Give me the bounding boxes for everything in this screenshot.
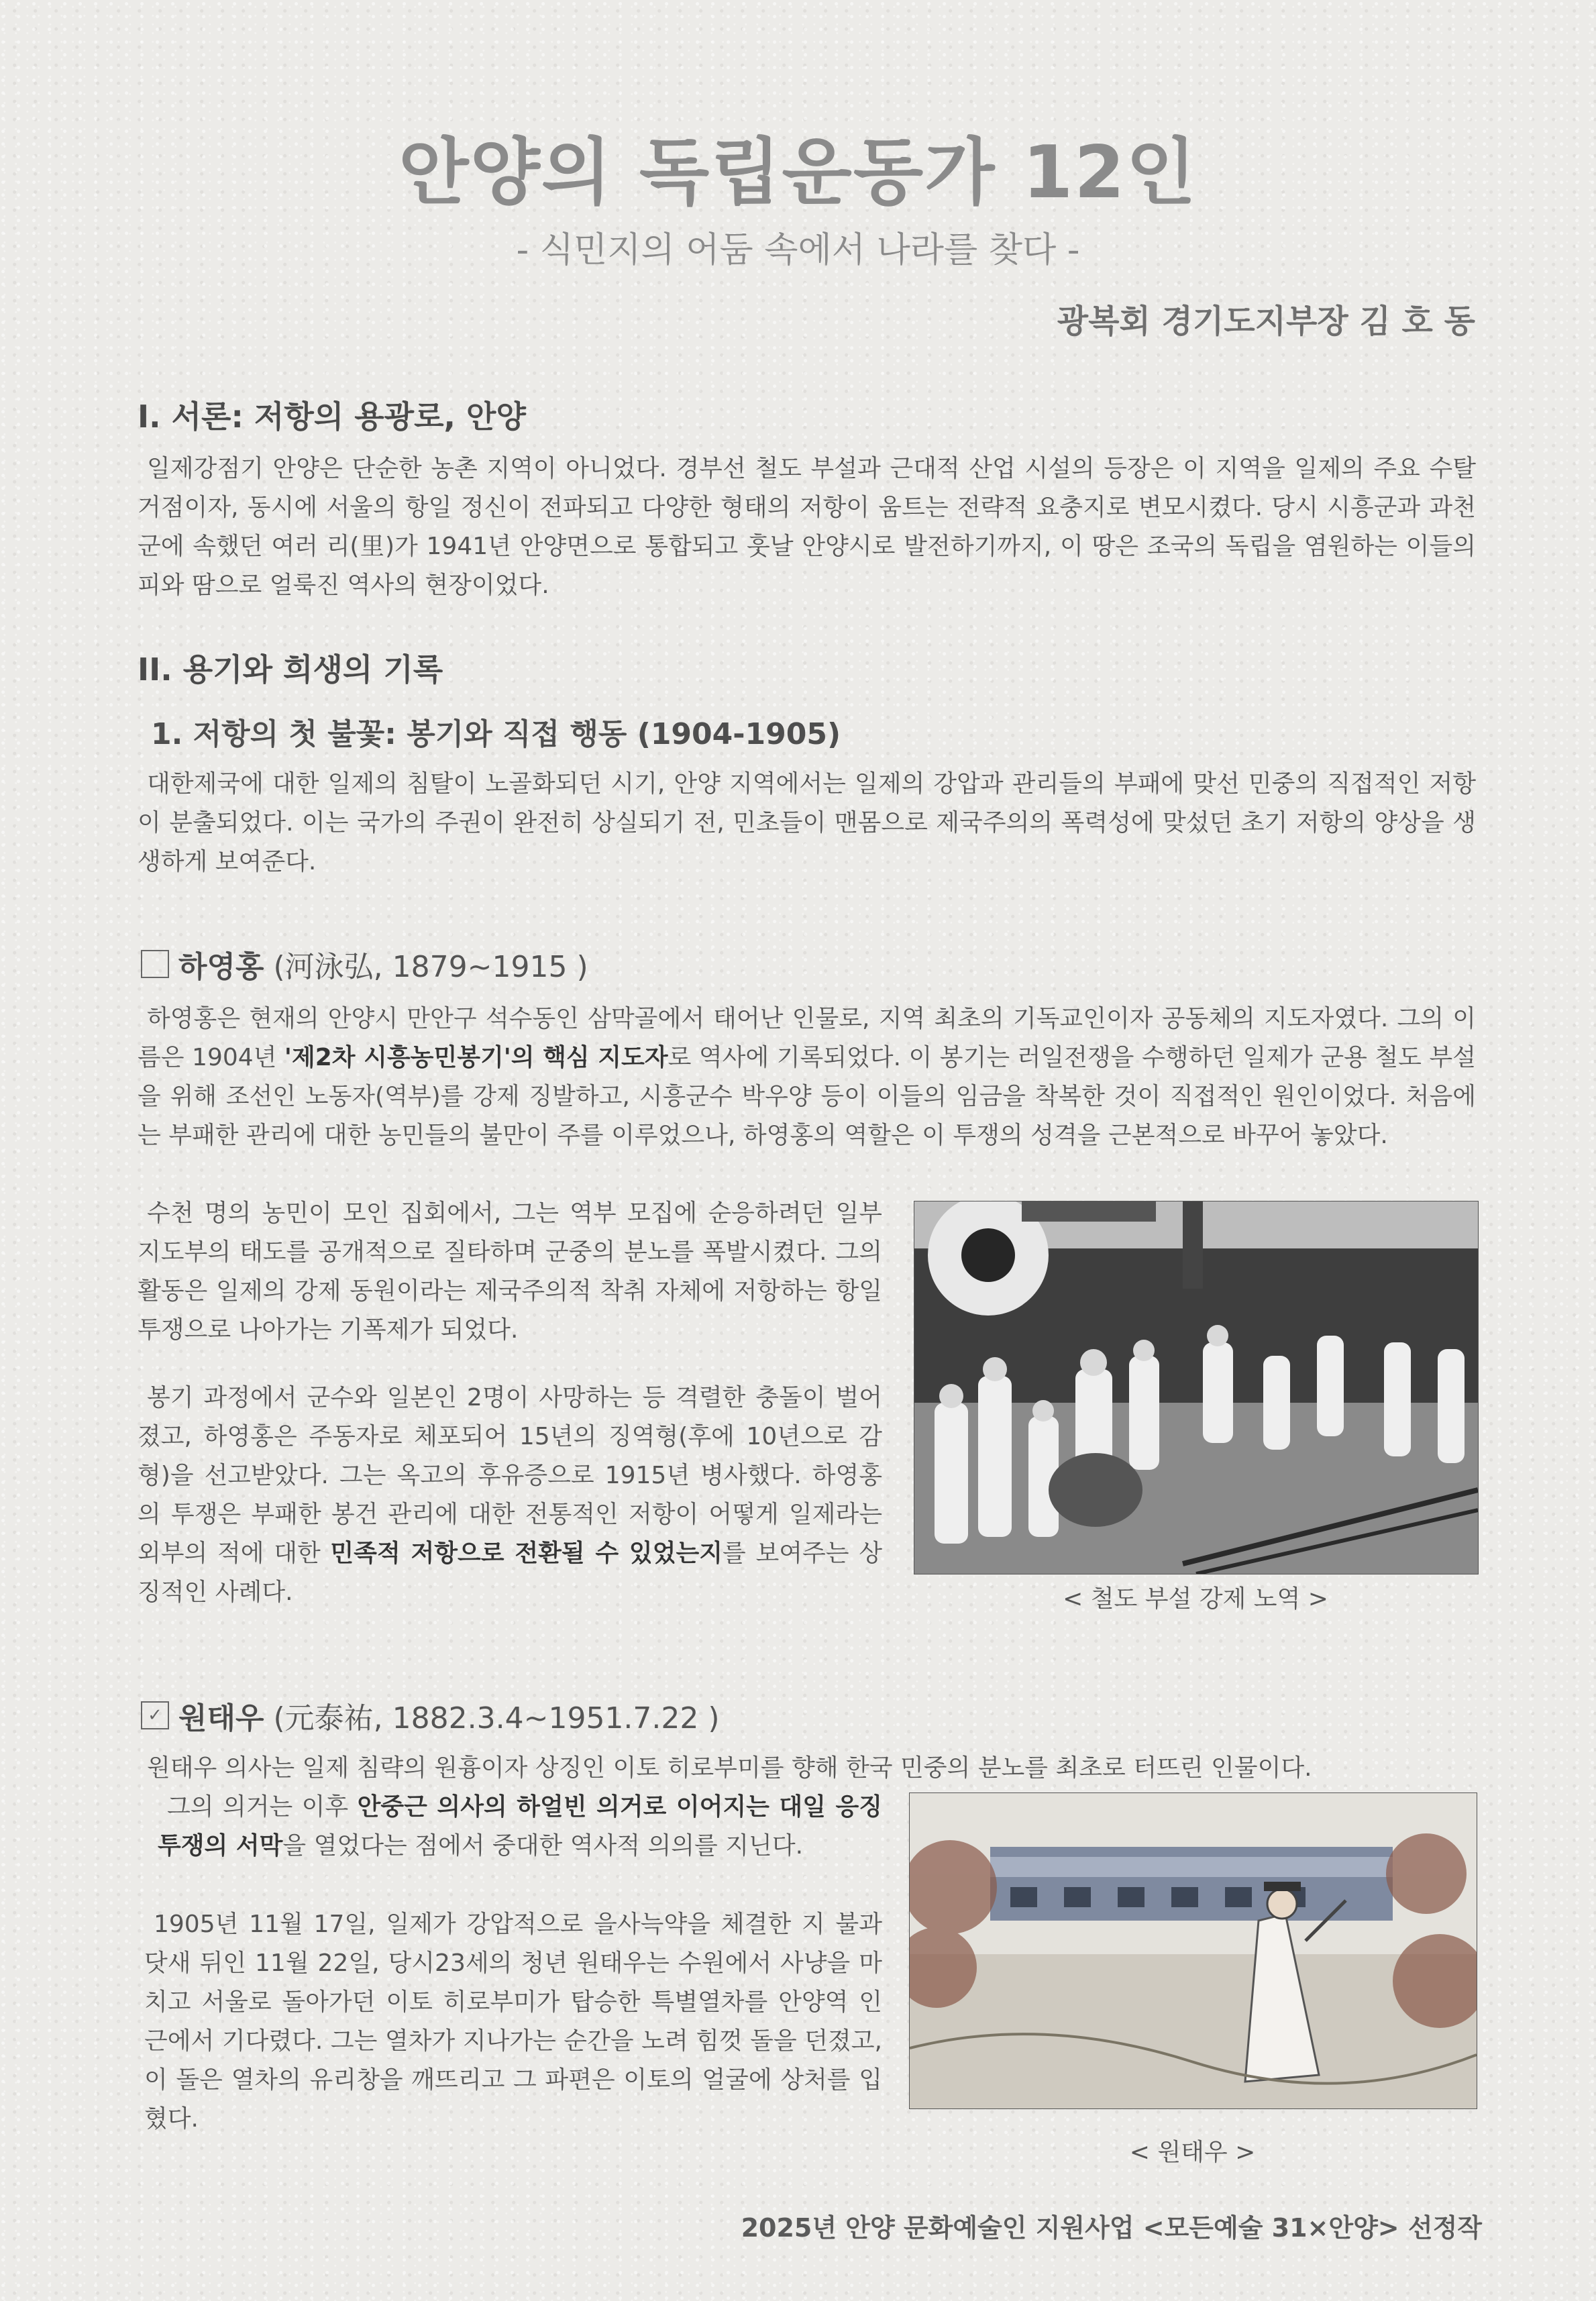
won-taewoo-painting (909, 1792, 1477, 2109)
section1-body: 일제강점기 안양은 단순한 농촌 지역이 아니었다. 경부선 철도 부설과 근대적 산업 시설의 등장은 이 지역을 일제의 주요 수탈 거점이자, 동시에 서울의 항일 정신이 전파되고 다양한 형태의 저항이 움트는 전략적 요충지로 변모시켰다. 당시 시흥군과 과천군에 속했던 여러 리(里)가 1941년 안양면으로 통합되고 훗날 안양시로 발전하기까지, 이 땅은 조국의 독립을 염원하는 이들의 피와 땀으로 얼룩진 역사의 현장이었다. (138, 455, 1476, 599)
person2-paragraph-3: 1905년 11월 17일, 일제가 강압적으로 을사늑약을 체결한 지 불과 닷새 뒤인 11월 22일, 당시23세의 청년 원태우는 수원에서 사냥을 마치고 서울로 돌아가던 이토 히로부미가 탑승한 특별열차를 안양역 인근에서 기다렸다. 그는 열차가 지나가는 순간을 노려 힘껏 돌을 던졌고, 이 돌은 열차의 유리창을 깨뜨리고 그 파편은 이토의 얼굴에 상처를 입혔다. (144, 1911, 882, 2133)
painting-caption: < 원태우 > (1129, 2139, 1256, 2166)
person1-paragraph-1 (138, 1000, 1476, 1155)
person2-paragraph-2 (158, 1788, 882, 1866)
text-run: 로 역사에 기록되었다. 이 봉기는 러일전쟁을 수행하던 일제가 군용 철도 부설을 위해 조선인 노동자(역부)를 강제 징발하고, 시흥군수 박우양 등이 이들의 임금을 착복한 것이 직접적인 원인이었다. 처음에는 부패한 관리에 대한 농민들의 불만이 주를 이루었으나, 하영홍의 역할은 이 투쟁의 성격을 근본적으로 바꾸어 놓았다. (138, 1044, 1476, 1149)
section1-heading: I. 서론: 저항의 용광로, 안양 (138, 398, 526, 435)
person-heading-won (141, 1694, 720, 1737)
page-subtitle: - 식민지의 어둠 속에서 나라를 찾다 - (516, 230, 1080, 270)
author-line: 광복회 경기도지부장 김 호 동 (1057, 303, 1475, 340)
person1-paragraph-2: 수천 명의 농민이 모인 집회에서, 그는 역부 모집에 순응하려던 일부 지도부의 태도를 공개적으로 질타하며 군중의 분노를 폭발시켰다. 그의 활동은 일제의 강제 동원이라는 제국주의적 착취 자체에 저항하는 항일 투쟁으로 나아가는 기폭제가 되었다. (138, 1199, 882, 1344)
page-title: 안양의 독립운동가 12인 (398, 131, 1198, 215)
person-name: 원태우 (178, 1701, 264, 1735)
text-run: 그의 의거는 이후 (167, 1793, 358, 1821)
person1-paragraph-3 (138, 1379, 882, 1612)
checkbox-icon (141, 950, 169, 978)
emphasis-text: 안중근 의사의 하얼빈 의거로 이어지는 대일 응징 투쟁의 서막 (158, 1793, 882, 1860)
emphasis-text: 민족적 저항으로 전환될 수 있었는지 (330, 1540, 723, 1567)
photo-caption: < 철도 부설 강제 노역 > (1063, 1585, 1328, 1613)
person-heading-ha (141, 943, 588, 985)
text-run: 을 열었다는 점에서 중대한 역사적 의의를 지닌다. (282, 1832, 804, 1860)
text-run: 하영홍은 현재의 안양시 만안구 석수동인 삼막골에서 태어난 인물로, 지역 최초의 기독교인이자 공동체의 지도자였다. 그의 이름은 1904년 (138, 1005, 1476, 1071)
forced-labor-photo (914, 1201, 1479, 1574)
person-name: 하영홍 (178, 950, 264, 984)
text-run: 를 보여주는 상징적인 사례다. (138, 1540, 882, 1606)
person2-paragraph-1: 원태우 의사는 일제 침략의 원흉이자 상징인 이토 히로부미를 향해 한국 민중의 분노를 최초로 터뜨린 인물이다. (147, 1754, 1312, 1782)
person-hanja: (河泳弘, 1879~1915 ) (273, 950, 588, 984)
text-run: 봉기 과정에서 군수와 일본인 2명이 사망하는 등 격렬한 충돌이 벌어졌고, 하영홍은 주동자로 체포되어 15년의 징역형(후에 10년으로 감형)을 선고받았다. 그는 옥고의 후유증으로 1915년 병사했다. 하영홍의 투쟁은 부패한 봉건 관리에 대한 전통적인 저항이 어떻게 일제라는 외부의 적에 대한 (138, 1384, 882, 1567)
checkbox-icon: ✓ (141, 1701, 169, 1729)
won-taewoo-illustration (910, 1793, 1477, 2108)
footer-credit: 2025년 안양 문화예술인 지원사업 <모든예술 31×안양> 선정작 (741, 2213, 1482, 2243)
forced-labor-illustration (914, 1201, 1478, 1574)
section2-heading: II. 용기와 희생의 기록 (138, 651, 443, 688)
subsection1-body: 대한제국에 대한 일제의 침탈이 노골화되던 시기, 안양 지역에서는 일제의 강압과 관리들의 부패에 맞선 민중의 직접적인 저항이 분출되었다. 이는 국가의 주권이 완전히 상실되기 전, 민초들이 맨몸으로 제국주의의 폭력성에 맞섰던 초기 저항의 양상을 생생하게 보여준다. (138, 770, 1476, 875)
person-hanja: (元泰祐, 1882.3.4~1951.7.22 ) (273, 1701, 720, 1735)
emphasis-text: '제2차 시흥농민봉기'의 핵심 지도자 (284, 1044, 668, 1071)
subsection1-heading: 1. 저항의 첫 불꽃: 봉기와 직접 행동 (1904-1905) (151, 717, 841, 751)
